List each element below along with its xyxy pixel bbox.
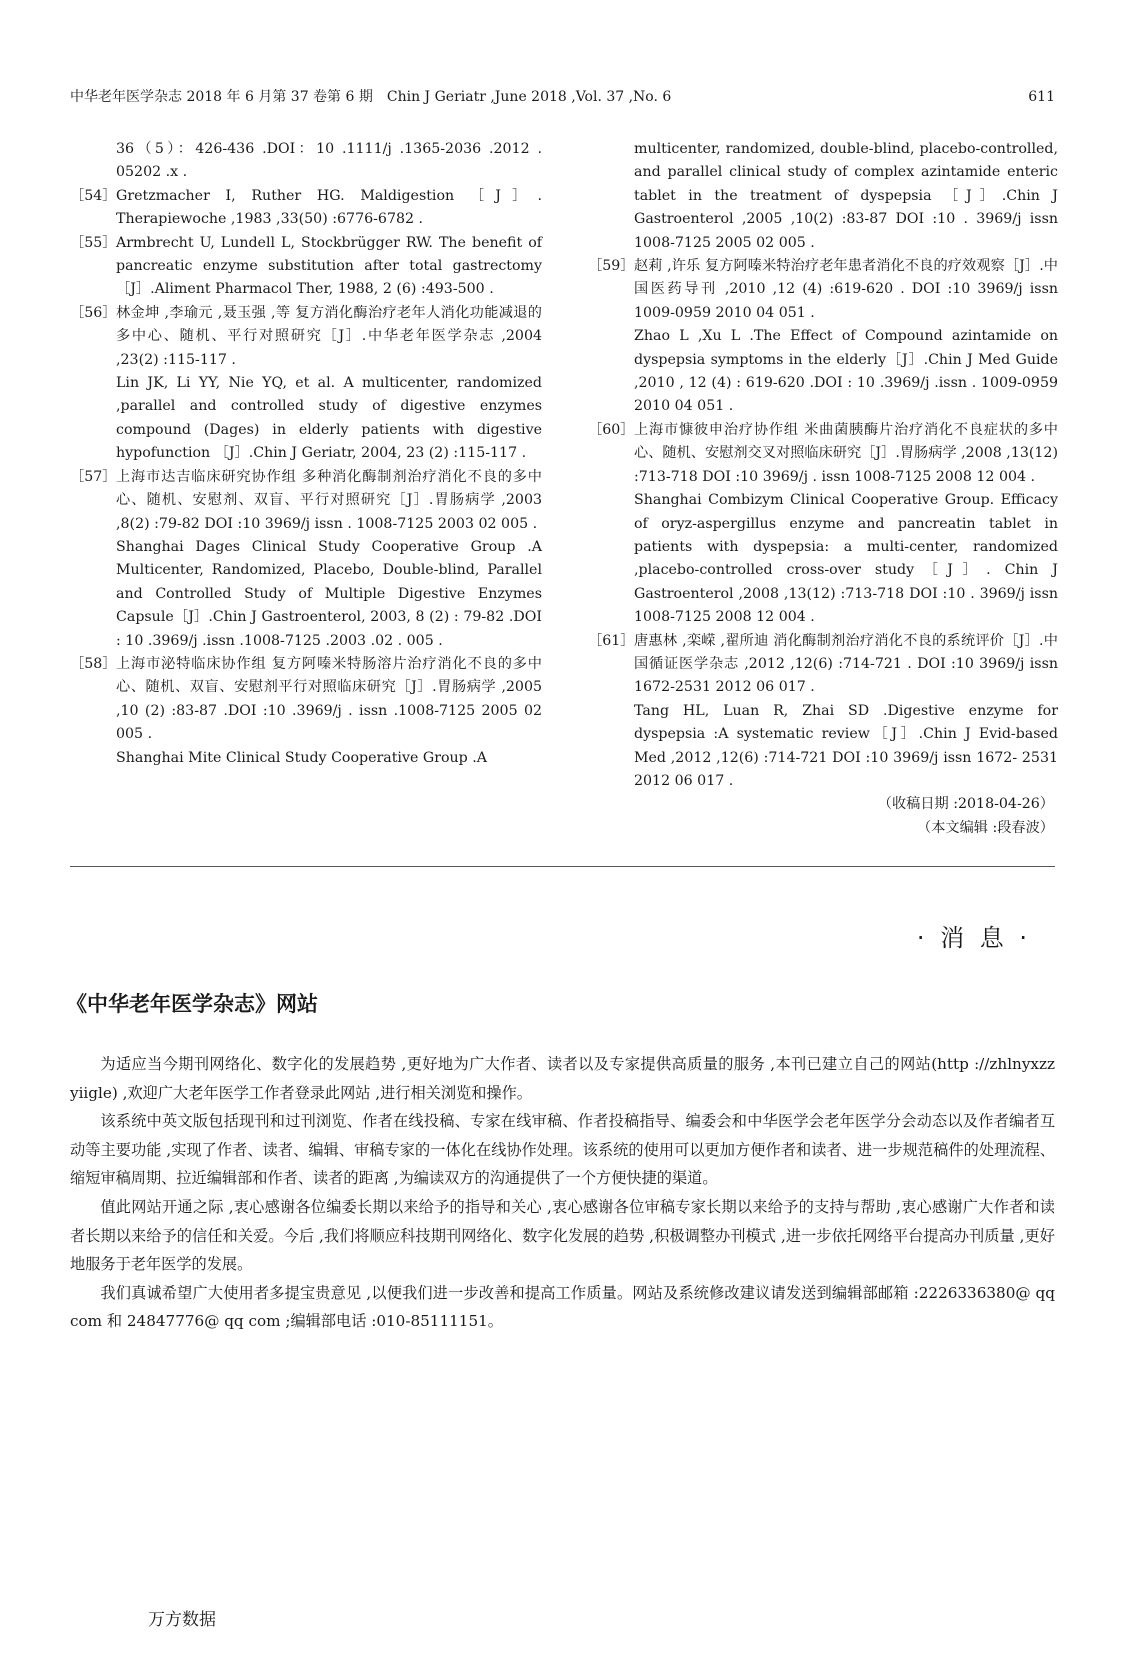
news-title: 《中华老年医学杂志》网站 (66, 992, 318, 1016)
reference-item (588, 255, 1058, 419)
reference-number: ［54］ (70, 187, 117, 204)
reference-translation: Tang HL, Luan R, Zhai SD .Digestive enzyme for dyspepsia :A systematic review［J］.Chin J Evid-based Med ,2012 ,12(6) :714-721 DOI :10 3969/j issn 1672- 2531 2012 06 017 . (634, 702, 1058, 789)
reference-text: 上海市泌特临床协作组 复方阿嗪米特肠溶片治疗消化不良的多中心、随机、双盲、安慰剂平行对照临床研究［J］.胃肠病学 ,2005 ,10 (2) :83-87 .DOI :10 .3969/j . issn .1008-7125 2005 02 005 . (116, 655, 542, 743)
reference-item (70, 232, 542, 302)
section-divider (70, 866, 1055, 867)
source-watermark: 万方数据 (148, 1610, 216, 1630)
reference-number: ［61］ (588, 632, 635, 649)
news-paragraph: 我们真诚希望广大使用者多提宝贵意见 ,以便我们进一步改善和提高工作质量。网站及系统修改建议请发送到编辑部邮箱 :2226336380@ qq com 和 24847776@ qq com ;编辑部电话 :010-85111151。 (70, 1283, 1055, 1331)
reference-item (588, 630, 1058, 794)
reference-item (588, 138, 1058, 255)
journal-citation: 中华老年医学杂志 2018 年 6 月第 37 卷第 6 期 Chin J Geriatr ,June 2018 ,Vol. 37 ,No. 6 (70, 89, 672, 105)
reference-text: multicenter, randomized, double-blind, placebo-controlled, and parallel clinical study of complex azintamide enteric tablet in the treatment of dyspepsia ［J］.Chin J Gastroenterol ,2005 ,10(2) :83-87 DOI :10 . 3969/j issn 1008-7125 2005 02 005 . (634, 141, 1058, 251)
reference-number: ［57］ (70, 468, 117, 485)
reference-item (70, 302, 542, 466)
reference-number: ［59］ (588, 258, 635, 275)
reference-text: 36（5）：426-436 .DOI：10 .1111/j .1365-2036 .2012 . 05202 .x . (116, 141, 542, 181)
reference-text: 赵莉 ,许乐 复方阿嗪米特治疗老年患者消化不良的疗效观察［J］.中国医药导刊 ,2010 ,12 (4) :619-620 . DOI :10 3969/j issn 1009-0959 2010 04 051 . (634, 258, 1058, 321)
reference-translation: Shanghai Dages Clinical Study Cooperative Group .A Multicenter, Randomized, Placebo, Double-blind, Parallel and Controlled Study of Multiple Digestive Enzymes Capsule［J］.Chin J Gastroenterol, 2003, 8 (2) : 79-82 .DOI : 10 .3969/j .issn .1008-7125 .2003 .02 . 005 . (116, 538, 542, 649)
reference-item (70, 466, 542, 653)
reference-text: Gretzmacher I, Ruther HG. Maldigestion ［J］. Therapiewoche ,1983 ,33(50) :6776-6782 . (116, 187, 542, 228)
reference-number: ［58］ (70, 655, 117, 672)
reference-item (70, 185, 542, 232)
reference-text: 唐惠林 ,栾嵘 ,翟所迪 消化酶制剂治疗消化不良的系统评价［J］.中国循证医学杂志 ,2012 ,12(6) :714-721 . DOI :10 3969/j issn 1672-2531 2012 06 017 . (634, 632, 1058, 696)
references-left-column (70, 138, 542, 770)
reference-translation: Lin JK, Li YY, Nie YQ, et al. A multicenter, randomized ,parallel and controlled study of digestive enzymes compound (Dages) in elderly patients with digestive hypofunction ［J］.Chin J Geriatr, 2004, 23 (2) :115-117 . (116, 375, 542, 462)
reference-item (70, 653, 542, 770)
reference-number: ［56］ (70, 304, 117, 321)
running-header (70, 86, 1055, 108)
news-paragraph: 为适应当今期刊网络化、数字化的发展趋势 ,更好地为广大作者、读者以及专家提供高质量的服务 ,本刊已建立自己的网站(http ://zhlnyxzz yiigle) ,欢迎广大老年医学工作者登录此网站 ,进行相关浏览和操作。 (70, 1055, 1055, 1102)
editor-credit: （本文编辑 :段春波） (917, 819, 1054, 836)
reference-translation: Shanghai Combizym Clinical Cooperative Group. Efficacy of oryz-aspergillus enzyme and pancreatin tablet in patients with dyspepsia: a multi-center, randomized ,placebo-controlled cross-over study［J］. Chin J Gastroenterol ,2008 ,13(12) :713-718 DOI :10 . 3969/j issn 1008-7125 2008 12 004 . (634, 492, 1058, 626)
reference-number: ［60］ (588, 421, 635, 438)
reference-text: 上海市慷彼申治疗协作组 米曲菌胰酶片治疗消化不良症状的多中心、随机、安慰剂交叉对照临床研究［J］.胃肠病学 ,2008 ,13(12) :713-718 DOI :10 3969/j . issn 1008-7125 2008 12 004 . (634, 421, 1058, 485)
reference-number: ［55］ (70, 234, 117, 251)
reference-text: Armbrecht U, Lundell L, Stockbrügger RW. The benefit of pancreatic enzyme substitution after total gastrectomy ［J］.Aliment Pharmacol Ther, 1988, 2 (6) :493-500 . (116, 234, 542, 298)
references-right-column (588, 138, 1058, 840)
news-paragraph: 值此网站开通之际 ,衷心感谢各位编委长期以来给予的指导和关心 ,衷心感谢各位审稿专家长期以来给予的支持与帮助 ,衷心感谢广大作者和读者长期以来给予的信任和关爱。今后 ,我们将顺应科技期刊网络化、数字化发展的趋势 ,积极调整办刊模式 ,进一步依托网络平台提高办刊质量 ,更好地服务于老年医学的发展。 (70, 1197, 1055, 1274)
reference-item (70, 138, 542, 185)
news-paragraph: 该系统中英文版包括现刊和过刊浏览、作者在线投稿、专家在线审稿、作者投稿指导、编委会和中华医学会老年医学分会动态以及作者编者互动等主要功能 ,实现了作者、读者、编辑、审稿专家的一体化在线协作处理。该系统的使用可以更加方便作者和读者、进一步规范稿件的处理流程、缩短审稿周期、拉近编辑部和作者、读者的距离 ,为编读双方的沟通提供了一个方便快捷的渠道。 (70, 1112, 1055, 1188)
news-section-label: · 消 息 · (916, 924, 1031, 952)
page-number: 611 (1028, 89, 1055, 105)
reference-text: 林金坤 ,李瑜元 ,聂玉强 ,等 复方消化酶治疗老年人消化功能减退的多中心、随机、平行对照研究［J］.中华老年医学杂志 ,2004 ,23(2) :115-117 . (116, 304, 542, 368)
reference-translation: Shanghai Mite Clinical Study Cooperative Group .A (116, 749, 488, 766)
reference-item (588, 419, 1058, 630)
received-date: （收稿日期 :2018-04-26） (877, 796, 1054, 813)
reference-translation: Zhao L ,Xu L .The Effect of Compound azintamide on dyspepsia symptoms in the elderly［J］.Chin J Med Guide ,2010 , 12 (4) : 619-620 .DOI : 10 .3969/j .issn . 1009-0959 2010 04 051 . (634, 328, 1058, 415)
news-body (70, 1050, 1055, 1336)
reference-text: 上海市达吉临床研究协作组 多种消化酶制剂治疗消化不良的多中心、随机、安慰剂、双盲、平行对照研究［J］.胃肠病学 ,2003 ,8(2) :79-82 DOI :10 3969/j issn . 1008-7125 2003 02 005 . (116, 468, 542, 532)
